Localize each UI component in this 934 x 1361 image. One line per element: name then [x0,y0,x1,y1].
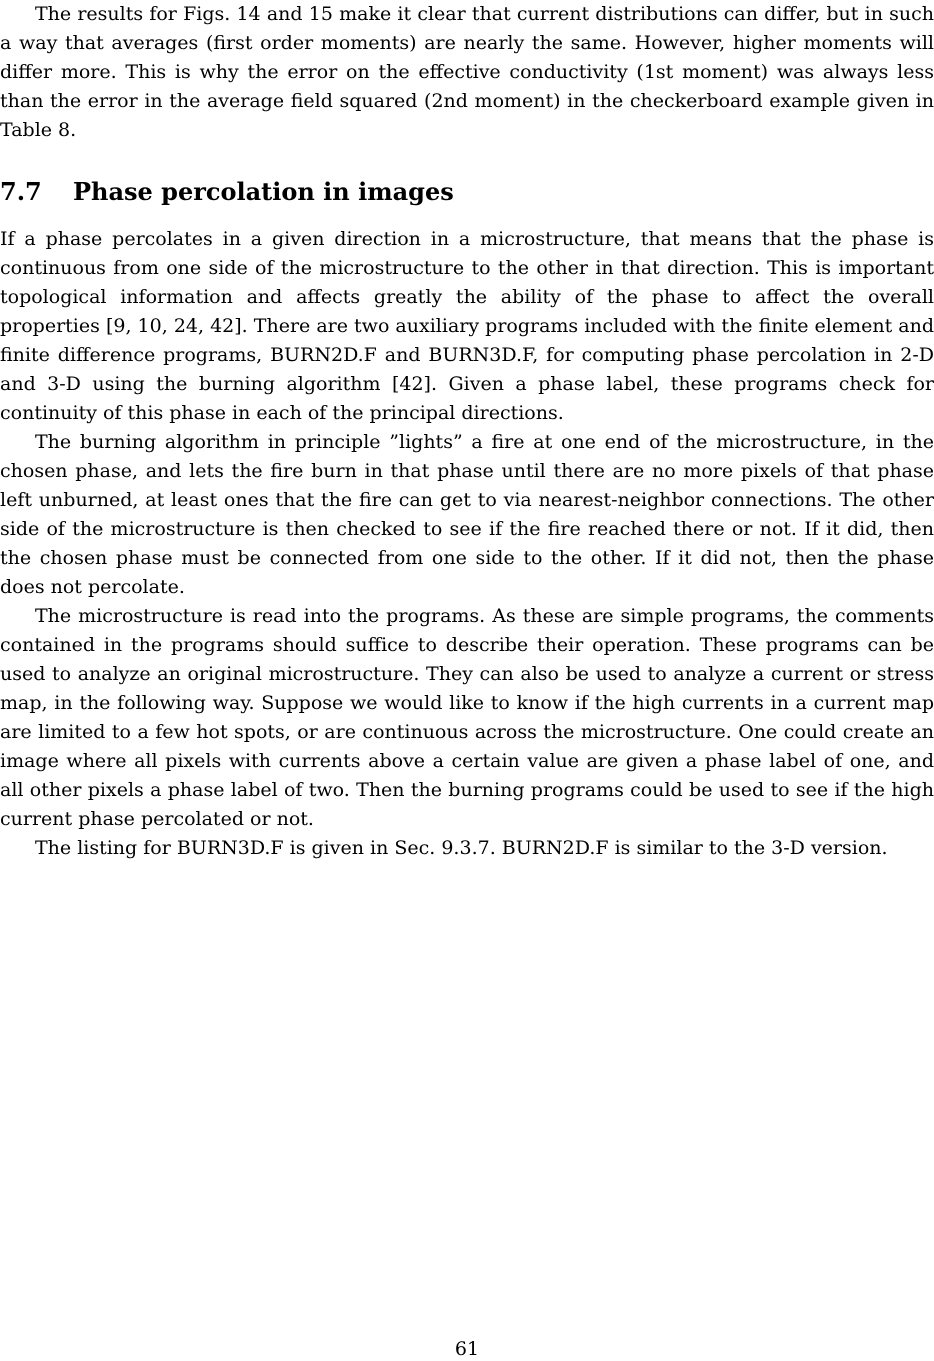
paragraph-listing-reference: The listing for BURN3D.F is given in Sec. 9.3.7. BURN2D.F is similar to the 3-D version. [35,837,888,859]
intro-paragraph: The results for Figs. 14 and 15 make it clear that current distributions can differ, but in such a way that averages (first order moments) are nearly the same. However, higher moments will differ more. This is why the error on the effective conductivity (1st moment) was always less than the error in the average field squared (2nd moment) in the checkerboard example given in Table 8. [0,3,934,141]
section-number: 7.7 [0,177,42,206]
paragraph-percolation-definition: If a phase percolates in a given direction in a microstructure, that means that the phase is continuous from one side of the microstructure to the other in that direction. This is important topological information and affects greatly the ability of the phase to affect the overall properties [9, 10, 24, 42]. There are two auxiliary programs included with the finite element and finite difference programs, BURN2D.F and BURN3D.F, for computing phase percolation in 2-D and 3-D using the burning algorithm [42]. Given a phase label, these programs check for continuity of this phase in each of the principal directions. [0,228,934,424]
page-number: 61 [454,1338,480,1360]
paragraph-burning-algorithm: The burning algorithm in principle ”lights” a fire at one end of the microstructure, in the chosen phase, and lets the fire burn in that phase until there are no more pixels of that phase left unburned, at least ones that the fire can get to via nearest-neighbor connections. The other side of the microstructure is then checked to see if the fire reached there or not. If it did, then the chosen phase must be connected from one side to the other. If it did not, then the phase does not percolate. [0,431,934,598]
paragraph-program-usage: The microstructure is read into the programs. As these are simple programs, the comments contained in the programs should suffice to describe their operation. These programs can be used to analyze an original microstructure. They can also be used to analyze a current or stress map, in the following way. Suppose we would like to know if the high currents in a current map are limited to a few hot spots, or are continuous across the microstructure. One could create an image where all pixels with currents above a certain value are given a phase label of one, and all other pixels a phase label of two. Then the burning programs could be used to see if the high current phase percolated or not. [0,605,934,830]
section-body [0,225,934,863]
section-heading [0,176,454,208]
intro-text [0,0,934,145]
section-title: Phase percolation in images [73,177,454,206]
